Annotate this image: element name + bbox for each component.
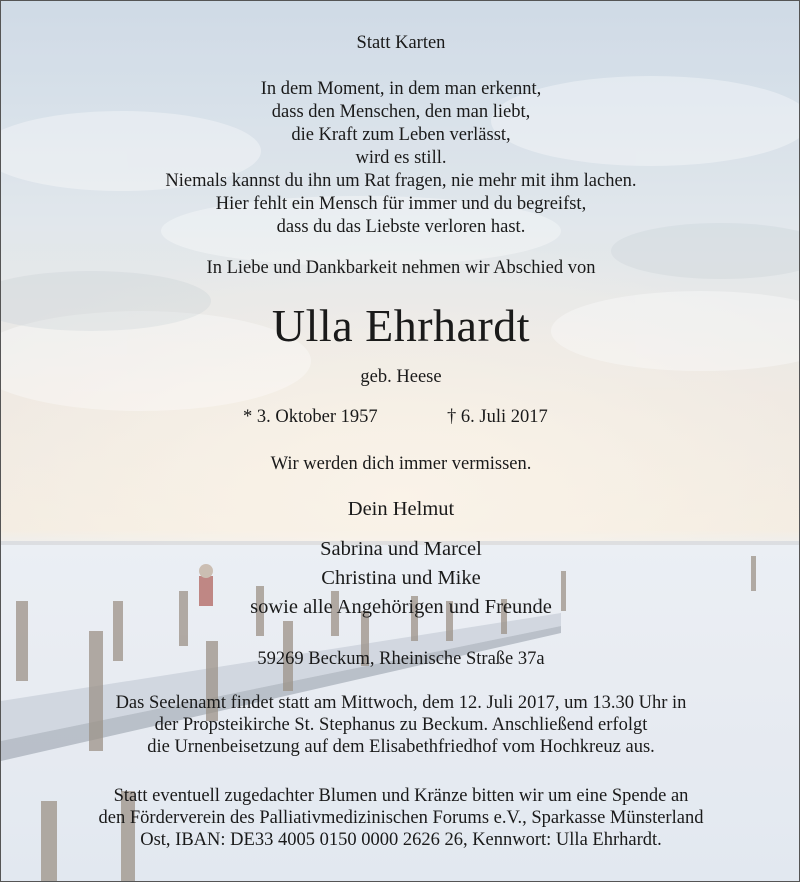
poem-line-1: In dem Moment, in dem man erkennt, xyxy=(260,79,542,99)
service-line-3: die Urnenbeisetzung auf dem Elisabethfriedhof vom Hochkreuz aus. xyxy=(147,737,655,757)
header-text: Statt Karten xyxy=(356,33,446,53)
service-line-2: der Propsteikirche St. Stephanus zu Beckum. Anschließend erfolgt xyxy=(154,715,648,735)
mourner-3: Christina und Mike xyxy=(321,567,481,589)
poem-line-4: wird es still. xyxy=(355,148,447,168)
poem-line-7: dass du das Liebste verloren hast. xyxy=(276,217,526,237)
service-line-1: Das Seelenamt findet statt am Mittwoch, dem 12. Juli 2017, um 13.30 Uhr in xyxy=(115,693,687,713)
donation-line-2: den Förderverein des Palliativmedizinischen Forums e.V., Sparkasse Münsterland xyxy=(98,808,704,828)
poem-line-2: dass den Menschen, den man liebt, xyxy=(271,102,531,122)
death-date: † 6. Juli 2017 xyxy=(447,407,548,427)
donation-line-3: Ost, IBAN: DE33 4005 0150 0000 2626 26, Kennwort: Ulla Ehrhardt. xyxy=(140,830,662,850)
address-text: 59269 Beckum, Rheinische Straße 37a xyxy=(257,649,545,669)
poem-line-3: die Kraft zum Leben verlässt, xyxy=(291,125,511,145)
life-dates xyxy=(1,407,800,433)
birth-name: geb. Heese xyxy=(360,367,442,387)
mourner-2: Sabrina und Marcel xyxy=(320,538,482,560)
deceased-name: Ulla Ehrhardt xyxy=(271,300,531,351)
mourner-1: Dein Helmut xyxy=(347,498,455,520)
donation-line-1: Statt eventuell zugedachter Blumen und Kränze bitten wir um eine Spende an xyxy=(113,786,689,806)
birth-date: * 3. Oktober 1957 xyxy=(243,407,378,427)
mourner-4: sowie alle Angehörigen und Freunde xyxy=(250,596,552,618)
farewell-text: Wir werden dich immer vermissen. xyxy=(270,454,532,474)
poem-line-6: Hier fehlt ein Mensch für immer und du begreifst, xyxy=(215,194,587,214)
obituary-text xyxy=(1,1,800,882)
poem-line-5: Niemals kannst du ihn um Rat fragen, nie mehr mit ihm lachen. xyxy=(165,171,637,191)
intro-text: In Liebe und Dankbarkeit nehmen wir Abschied von xyxy=(206,258,596,278)
